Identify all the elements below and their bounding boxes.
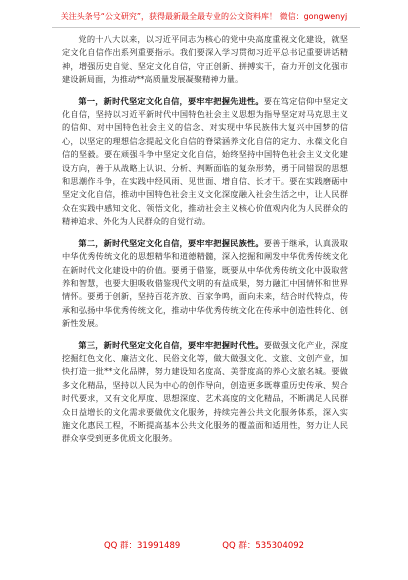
- footer-qq-group-2: QQ 群：535304092: [222, 541, 305, 551]
- paragraph-body-text: 要在笃定信仰中坚定文化自信，坚持以习近平新时代中国特色社会主义思想为指导坚定对马克思主义的信仰、对中国特色社会主义的信念、对实现中华民族伟大复兴中国梦的信心，以坚定的理想信念提起文化自信的脊梁涵养文化自信的定力、永葆文化自信的坚毅。要在顽强斗争中坚定文化自信，始终坚持中国特色社会主义文化建设方向，善于从战略上认识、分析、判断面临的复杂形势，勇于同错误的思想和思潮作斗争，在实践中经风雨、见世面、增自信、长才干。要在实践磨砺中坚定文化自信，推动中国特色社会主义文化深度融入社会生活之中，让人民群众在实践中感知文化、领悟文化，推动社会主义核心价值观内化为人民群众的精神追求、外化为人民群众的自觉行动。: [62, 95, 348, 227]
- header-promo-text: 关注头条号“公文研究”，获得最新最全最专业的公文资料库！ 微信：gongwenyj: [60, 12, 348, 21]
- header-divider: [52, 27, 360, 28]
- paragraph-lead-heading: 第三，新时代坚定文化自信，要牢牢把握时代性。: [78, 339, 264, 350]
- document-body: [62, 33, 348, 454]
- paragraph-intro-text: 党的十八大以来，以习近平同志为核心的党中央高度重视文化建设，就坚定文化自信作出系列重要指示。我们要深入学习贯彻习近平总书记重要讲话精神，增强历史自觉、坚定文化自信，守正创新、拼搏实干，奋力开创文化强市建设新局面，为推动**高质量发展凝聚精神力量。: [62, 34, 348, 85]
- paragraph-lead-heading: 第一，新时代坚定文化自信，要牢牢把握先进性。: [78, 95, 264, 106]
- paragraph-intro: [62, 33, 348, 87]
- paragraph-advanced-nature: [62, 95, 348, 229]
- paragraph-body-text: 要善于继承，认真汲取中华优秀传统文化的思想精华和道德精髓，深入挖掘和阐发中华优秀传统文化在新时代文化建设中的价值。要勇于借鉴，既要从中华优秀传统文化中汲取营养和智慧，也要大胆吸收借鉴现代文明的有益成果，努力融汇中国情怀和世界情怀。要勇于创新，坚持百花齐放、百家争鸣，面向未来，结合时代特点，传承和弘扬中华优秀传统文化，推动中华优秀传统文化在传承中创造性转化、创新性发展。: [62, 237, 348, 329]
- paragraph-contemporary-nature: [62, 339, 348, 446]
- paragraph-national-character: [62, 237, 348, 331]
- paragraph-body-text: 要做强文化产业，深度挖掘红色文化、廉洁文化、民俗文化等，做大做强文化、文旅、文创产业，加快打造一批**文化品牌，努力建设知名度高、美誉度高的养心文旅名城。要做多文化精品，坚持以人民为中心的创作导向，创造更多既尊重历史传承、契合时代要求，又有文化厚度、思想深度、艺术高度的文化精品，不断满足人民群众日益增长的文化需求要做优文化服务，持续完善公共文化服务体系，深入实施文化惠民工程，不断提高基本公共文化服务的覆盖面和适用性，努力让人民群众享受到更多优质文化服务。: [62, 339, 348, 444]
- footer-qq-group-1: QQ 群：31991489: [103, 541, 181, 551]
- footer-contact: [0, 541, 408, 552]
- paragraph-lead-heading: 第二，新时代坚定文化自信，要牢牢把握民族性。: [78, 237, 264, 248]
